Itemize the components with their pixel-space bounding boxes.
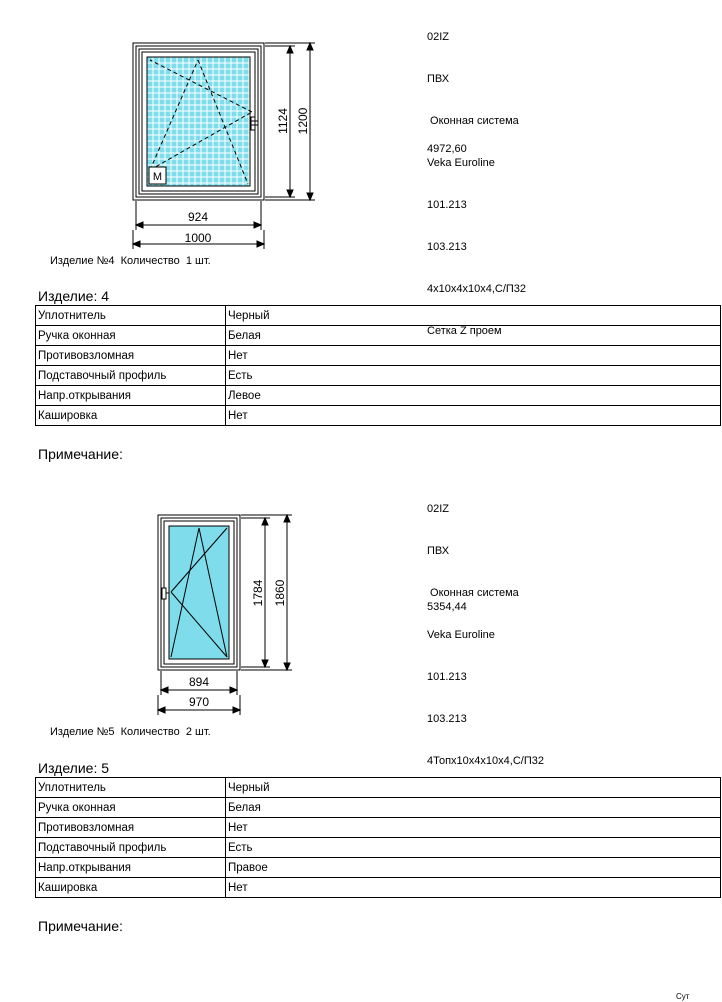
item-5-properties-table [35, 777, 721, 898]
mosquito-net-label: M [152, 171, 163, 183]
property-value: Белая [226, 798, 721, 818]
table-row [36, 878, 721, 898]
spec-line: Veka Euroline [427, 157, 495, 169]
inner-height-label: 1784 [251, 579, 265, 607]
spec-line: ПВХ [427, 73, 450, 85]
property-key: Ручка оконная [36, 326, 226, 346]
property-key: Уплотнитель [36, 778, 226, 798]
table-row [36, 798, 721, 818]
table-row [36, 778, 721, 798]
item-4-spec [427, 2, 526, 352]
window-handle-icon [162, 588, 169, 599]
table-row [36, 406, 721, 426]
item-5-window-drawing [0, 500, 310, 725]
item-5-spec [427, 474, 544, 782]
spec-line: Оконная система [427, 115, 519, 127]
table-row [36, 306, 721, 326]
footer-mark: Сут [676, 992, 690, 1001]
property-key: Противовзломная [36, 346, 226, 366]
item-4-heading: Изделие: 4 [38, 288, 110, 304]
table-row [36, 326, 721, 346]
spec-line: Оконная система [427, 587, 519, 599]
property-key: Кашировка [36, 406, 226, 426]
property-value: Черный [226, 778, 721, 798]
property-key: Ручка оконная [36, 798, 226, 818]
property-value: Есть [226, 366, 721, 386]
property-key: Уплотнитель [36, 306, 226, 326]
table-row [36, 838, 721, 858]
property-key: Противовзломная [36, 818, 226, 838]
property-value: Белая [226, 326, 721, 346]
spec-line: 02IZ [427, 31, 450, 43]
spec-line: 103.213 [427, 713, 467, 725]
spec-line: 101.213 [427, 671, 467, 683]
property-value: Правое [226, 858, 721, 878]
spec-line: 02IZ [427, 503, 450, 515]
property-value: Нет [226, 346, 721, 366]
spec-line: ПВХ [427, 545, 450, 557]
table-row [36, 818, 721, 838]
item-5-price: 5354,44 [427, 601, 467, 613]
inner-width-label: 924 [187, 210, 209, 224]
item-4-note-label: Примечание: [38, 446, 123, 462]
spec-line: 101.213 [427, 199, 467, 211]
property-value: Нет [226, 878, 721, 898]
item-5-heading: Изделие: 5 [38, 760, 110, 776]
property-value: Левое [226, 386, 721, 406]
spec-line: Сетка Z проем [427, 325, 502, 337]
property-key: Подставочный профиль [36, 366, 226, 386]
item-4-window-drawing [0, 0, 330, 255]
property-value: Есть [226, 838, 721, 858]
spec-line: 4Топх10х4х10х4,С/П32 [427, 755, 544, 767]
spec-line: Veka Euroline [427, 629, 495, 641]
window-handle-icon [251, 117, 258, 130]
spec-line: 4x10x4x10x4,С/П32 [427, 283, 527, 295]
property-key: Напр.открывания [36, 858, 226, 878]
window-glass [169, 526, 229, 659]
outer-width-label: 1000 [184, 231, 212, 245]
property-key: Напр.открывания [36, 386, 226, 406]
outer-height-label: 1860 [273, 579, 287, 607]
property-value: Нет [226, 818, 721, 838]
property-key: Подставочный профиль [36, 838, 226, 858]
table-row [36, 858, 721, 878]
inner-width-label: 894 [188, 675, 210, 689]
table-row [36, 346, 721, 366]
table-row [36, 386, 721, 406]
property-key: Кашировка [36, 878, 226, 898]
item-4-price: 4972,60 [427, 143, 467, 155]
item-4-caption: Изделие №4 Количество 1 шт. [50, 255, 211, 267]
item-5-caption: Изделие №5 Количество 2 шт. [50, 726, 211, 738]
outer-width-label: 970 [188, 695, 210, 709]
outer-height-label: 1200 [296, 107, 310, 135]
property-value: Нет [226, 406, 721, 426]
item-5-note-label: Примечание: [38, 918, 123, 934]
table-row [36, 366, 721, 386]
property-value: Черный [226, 306, 721, 326]
inner-height-label: 1124 [276, 108, 290, 134]
spec-line: 103.213 [427, 241, 467, 253]
item-4-properties-table [35, 305, 721, 426]
